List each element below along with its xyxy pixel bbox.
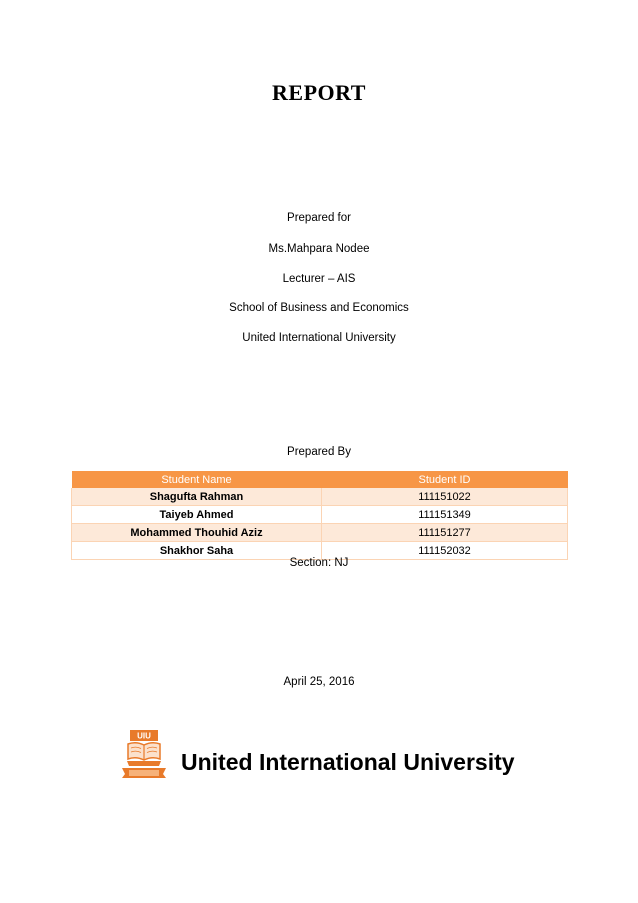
logo-pedestal <box>127 761 161 766</box>
recipient-name: Ms.Mahpara Nodee <box>268 243 370 255</box>
student-id-cell: 111151277 <box>418 526 471 539</box>
table-row <box>72 488 568 506</box>
table-header-row <box>72 471 568 488</box>
recipient-position: Lecturer – AIS <box>282 273 356 285</box>
logo-text: UIU <box>137 731 151 741</box>
column-header-id: Student ID <box>418 473 471 486</box>
section-label: Section: NJ <box>289 557 349 569</box>
university-logo <box>121 729 167 779</box>
report-date: April 25, 2016 <box>283 676 355 688</box>
prepared-for-label: Prepared for <box>287 212 351 224</box>
student-name-cell: Taiyeb Ahmed <box>72 506 322 524</box>
table-row <box>72 506 568 524</box>
table-row <box>72 524 568 542</box>
recipient-school: School of Business and Economics <box>229 302 409 314</box>
student-id-cell: 111152032 <box>418 544 471 557</box>
student-id-cell: 111151349 <box>418 508 471 521</box>
column-header-name: Student Name <box>161 473 232 486</box>
university-name-footer: United International University <box>181 749 515 775</box>
student-name-cell: Shagufta Rahman <box>72 488 322 506</box>
prepared-by-label: Prepared By <box>287 446 351 458</box>
student-id-cell: 111151022 <box>418 490 471 503</box>
report-title: REPORT <box>272 80 366 105</box>
students-table <box>71 471 568 560</box>
student-name-cell: Mohammed Thouhid Aziz <box>72 524 322 542</box>
student-name-cell: Shakhor Saha <box>72 542 322 560</box>
recipient-university: United International University <box>242 332 396 344</box>
